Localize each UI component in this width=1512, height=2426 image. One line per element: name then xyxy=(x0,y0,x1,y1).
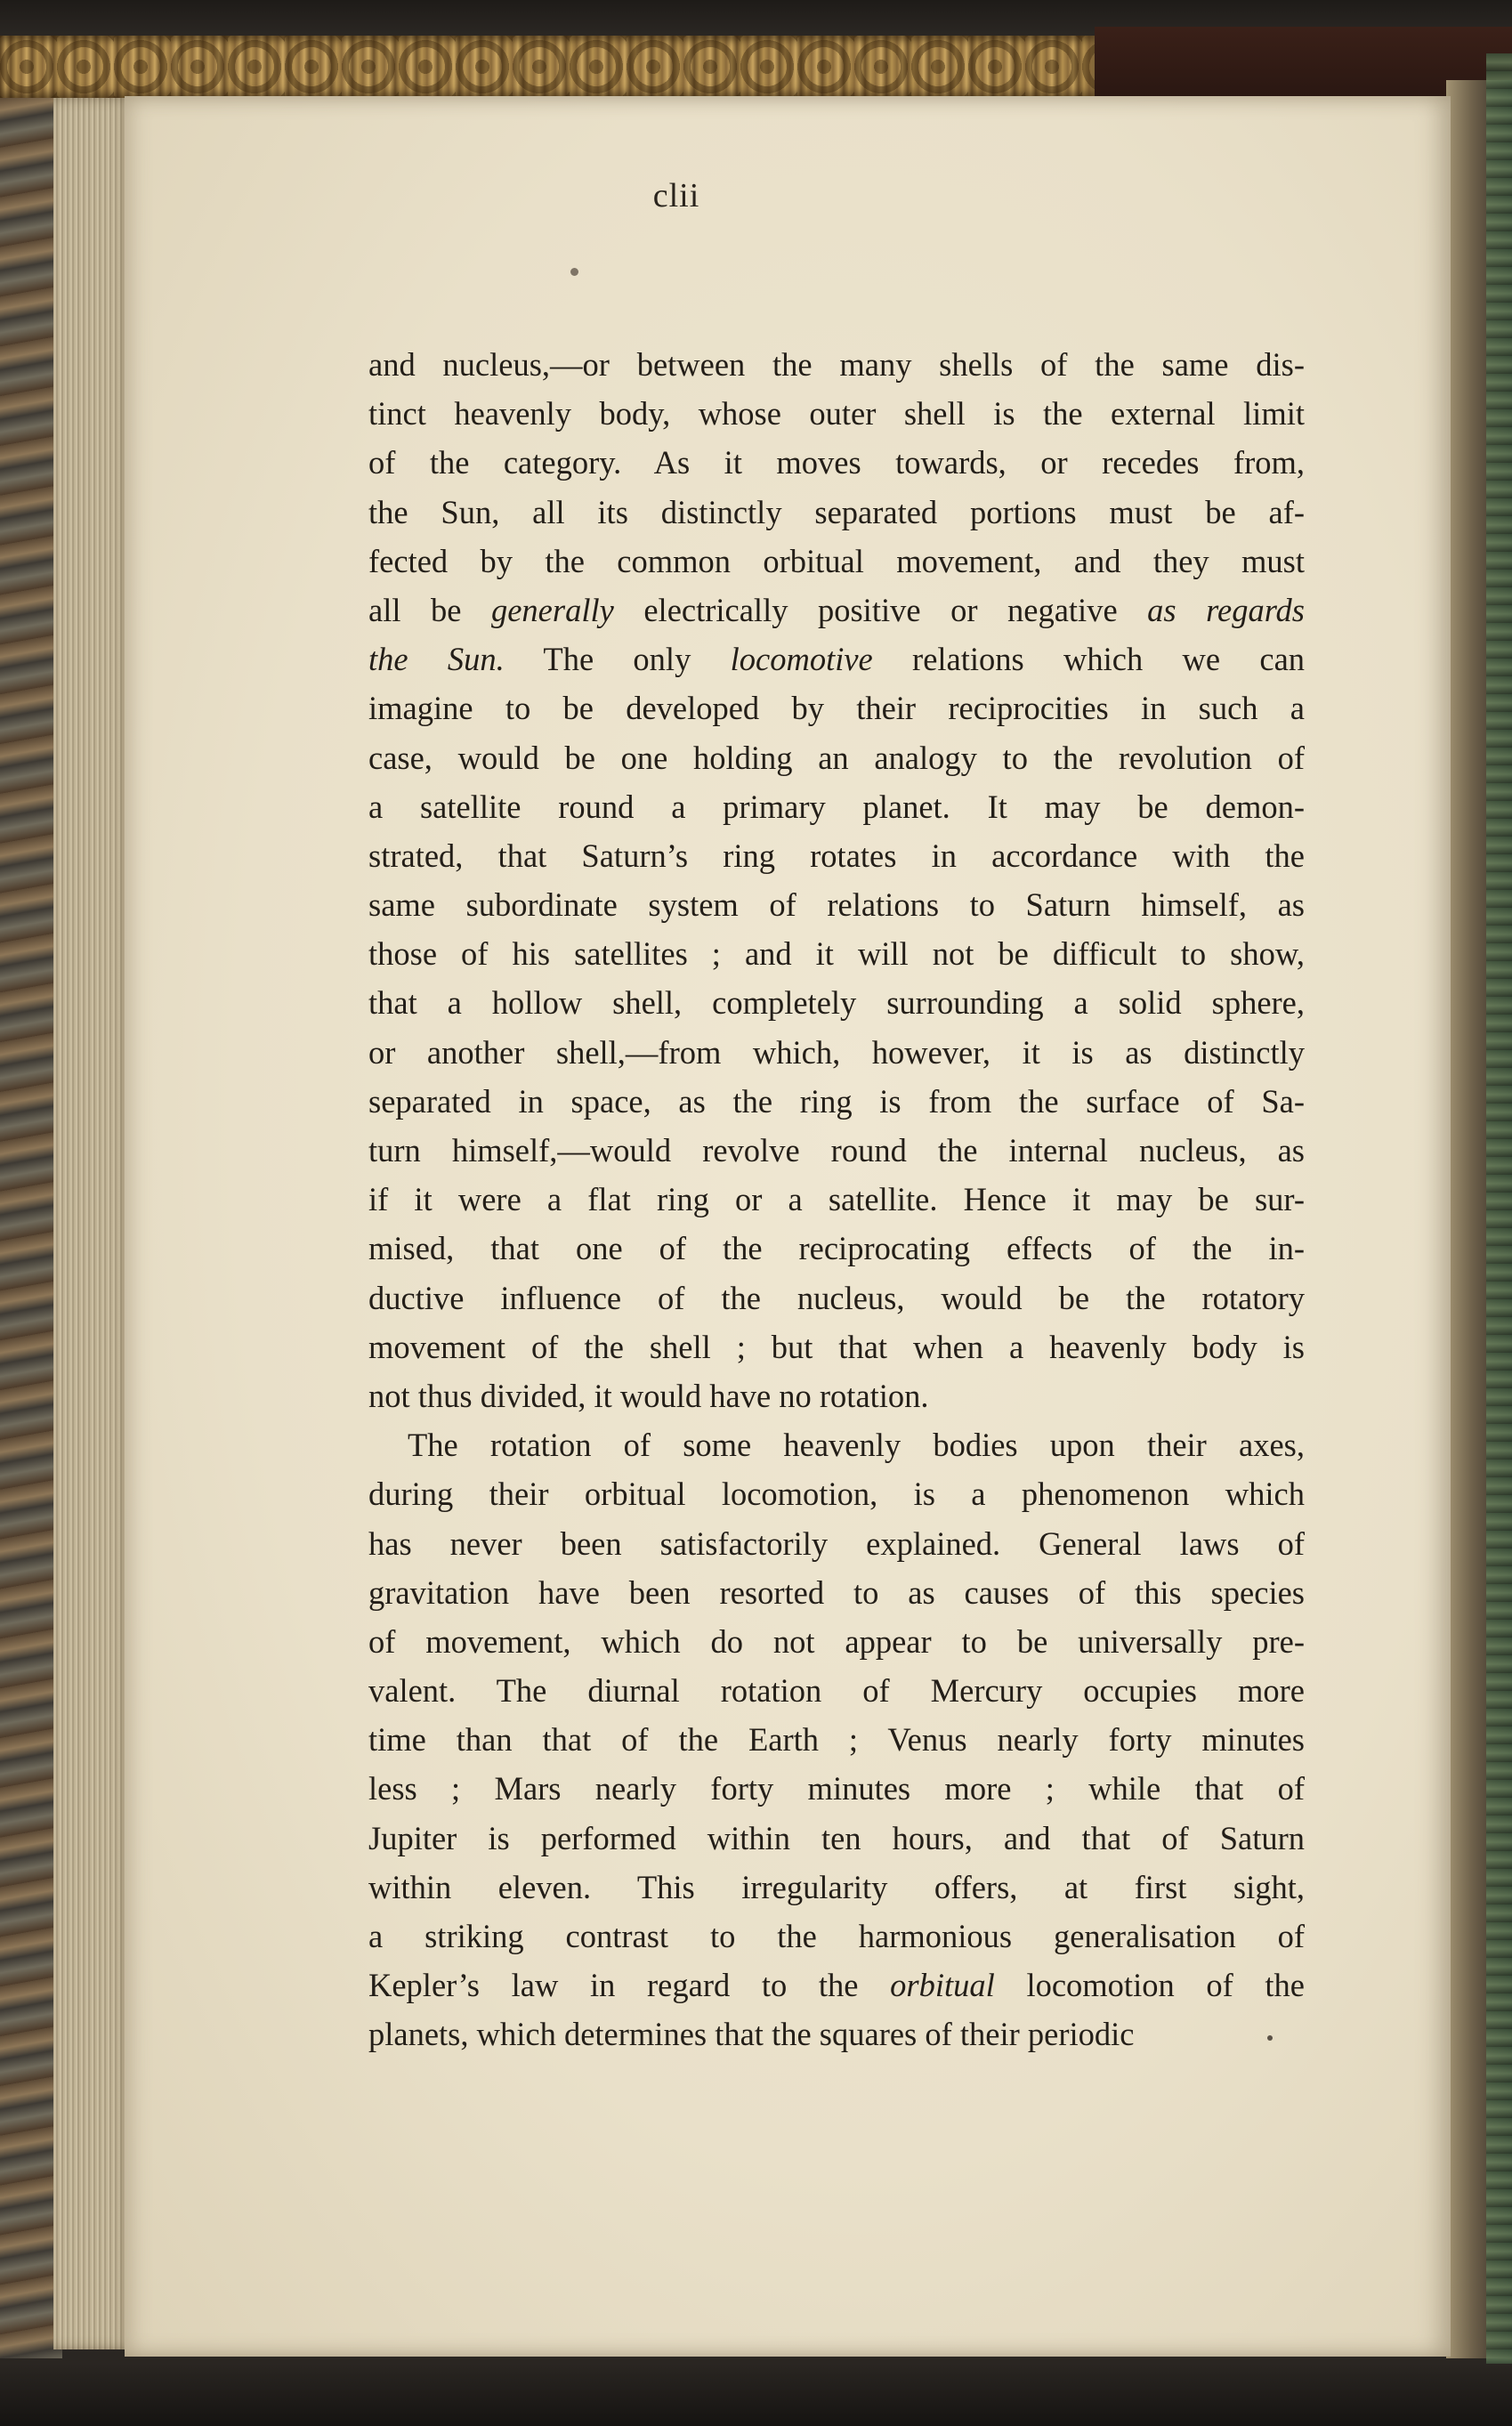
text-segment: ductive influence of the nucleus, would be the rotatory xyxy=(368,1279,1305,1316)
text-segment: of the category. As it moves towards, or recedes from, xyxy=(368,444,1305,481)
text-segment: during their orbitual locomotion, is a phenomenon which xyxy=(368,1476,1305,1513)
text-line xyxy=(368,733,1305,782)
text-line xyxy=(368,1568,1305,1617)
text-line xyxy=(368,1519,1305,1568)
text-segment: of movement, which do not appear to be universally pre- xyxy=(368,1622,1305,1660)
text-line xyxy=(368,2010,1305,2058)
text-line xyxy=(368,782,1305,831)
background-bottom xyxy=(0,2364,1512,2426)
text-segment: that a hollow shell, completely surrounding a solid sphere, xyxy=(368,984,1305,1022)
text-segment: all be xyxy=(368,591,491,628)
text-segment: case, would be one holding an analogy to the revolution of xyxy=(368,739,1305,776)
text-line xyxy=(368,1274,1305,1322)
text-segment: time than that of the Earth ; Venus nearly forty minutes xyxy=(368,1721,1305,1759)
text-segment: valent. The diurnal rotation of Mercury occupies more xyxy=(368,1672,1305,1710)
gilt-ornament-band xyxy=(0,36,1095,98)
text-line xyxy=(368,389,1305,438)
text-segment: Kepler’s law in regard to the xyxy=(368,1967,891,2004)
text-segment: fected by the common orbitual movement, and they must xyxy=(368,542,1305,579)
text-line xyxy=(368,1224,1305,1273)
text-line xyxy=(368,1863,1305,1912)
italic-text: the Sun. xyxy=(368,641,505,678)
text-line xyxy=(368,1764,1305,1813)
text-segment: not thus divided, it would have no rotation. xyxy=(368,1377,929,1414)
text-segment: tinct heavenly body, whose outer shell is the external limit xyxy=(368,395,1305,433)
text-line xyxy=(368,1666,1305,1715)
text-line xyxy=(368,635,1305,683)
text-segment: separated in space, as the ring is from the surface of Sa- xyxy=(368,1082,1305,1120)
text-segment: strated, that Saturn’s ring rotates in accordance with the xyxy=(368,837,1305,874)
text-segment: relations which we can xyxy=(872,641,1306,678)
text-segment: locomotion of the xyxy=(994,1967,1305,2004)
italic-text: as regards xyxy=(1147,591,1306,628)
green-binding-strip xyxy=(1486,53,1512,2367)
text-segment: imagine to be developed by their reciprocities in such a xyxy=(368,690,1305,727)
text-line xyxy=(368,1814,1305,1863)
italic-text: orbitual xyxy=(890,1967,995,2004)
text-segment: gravitation have been resorted to as causes of this species xyxy=(368,1573,1305,1611)
text-segment: a satellite round a primary planet. It may be demon- xyxy=(368,788,1305,825)
text-line xyxy=(368,1961,1305,2010)
text-line xyxy=(368,1715,1305,1764)
text-line xyxy=(368,586,1305,635)
text-segment: Jupiter is performed within ten hours, and that of Saturn xyxy=(368,1819,1305,1856)
text-segment: same subordinate system of relations to Saturn himself, as xyxy=(368,886,1305,924)
italic-text: locomotive xyxy=(730,641,873,678)
text-line xyxy=(368,1912,1305,1961)
text-segment: movement of the shell ; but that when a heavenly body is xyxy=(368,1328,1305,1365)
paragraph xyxy=(368,1420,1305,2058)
text-line xyxy=(368,537,1305,586)
text-line xyxy=(368,1077,1305,1126)
text-line xyxy=(368,1126,1305,1175)
text-line xyxy=(368,1175,1305,1224)
text-segment: and nucleus,—or between the many shells of the same dis- xyxy=(368,346,1305,383)
text-line xyxy=(368,340,1305,389)
paragraph xyxy=(368,340,1305,1420)
text-segment: less ; Mars nearly forty minutes more ; while that of xyxy=(368,1770,1305,1807)
page-stack-edge xyxy=(53,98,133,2349)
text-line xyxy=(368,1617,1305,1666)
text-segment: mised, that one of the reciprocating effects of the in- xyxy=(368,1230,1305,1267)
text-segment: The only xyxy=(504,641,731,678)
text-line xyxy=(368,831,1305,880)
text-line xyxy=(368,1028,1305,1077)
text-line xyxy=(368,1420,1305,1469)
text-segment: has never been satisfactorily explained. General laws of xyxy=(368,1524,1305,1562)
text-line xyxy=(368,880,1305,929)
text-segment: The rotation of some heavenly bodies upon their axes, xyxy=(408,1427,1305,1464)
body-text xyxy=(368,340,1305,2059)
text-line xyxy=(368,1469,1305,1518)
text-segment: or another shell,—from which, however, it is as distinctly xyxy=(368,1033,1305,1071)
text-segment: within eleven. This irregularity offers, at first sight, xyxy=(368,1868,1305,1905)
ink-speck xyxy=(570,268,578,276)
text-line xyxy=(368,438,1305,487)
text-line xyxy=(368,978,1305,1027)
text-segment: planets, which determines that the squares of their periodic xyxy=(368,2016,1135,2053)
text-segment: turn himself,—would revolve round the internal nucleus, as xyxy=(368,1132,1305,1169)
italic-text: generally xyxy=(490,591,614,628)
text-line xyxy=(368,488,1305,537)
text-segment: if it were a flat ring or a satellite. Hence it may be sur- xyxy=(368,1181,1305,1218)
text-line xyxy=(368,929,1305,978)
text-line xyxy=(368,683,1305,732)
text-segment: those of his satellites ; and it will not be difficult to show, xyxy=(368,935,1305,973)
text-line xyxy=(368,1322,1305,1371)
text-segment: a striking contrast to the harmonious generalisation of xyxy=(368,1918,1305,1954)
text-segment: electrically positive or negative xyxy=(613,591,1148,628)
text-line xyxy=(368,1371,1305,1420)
text-segment: the Sun, all its distinctly separated portions must be af- xyxy=(368,493,1305,530)
page-number: clii xyxy=(652,177,700,214)
